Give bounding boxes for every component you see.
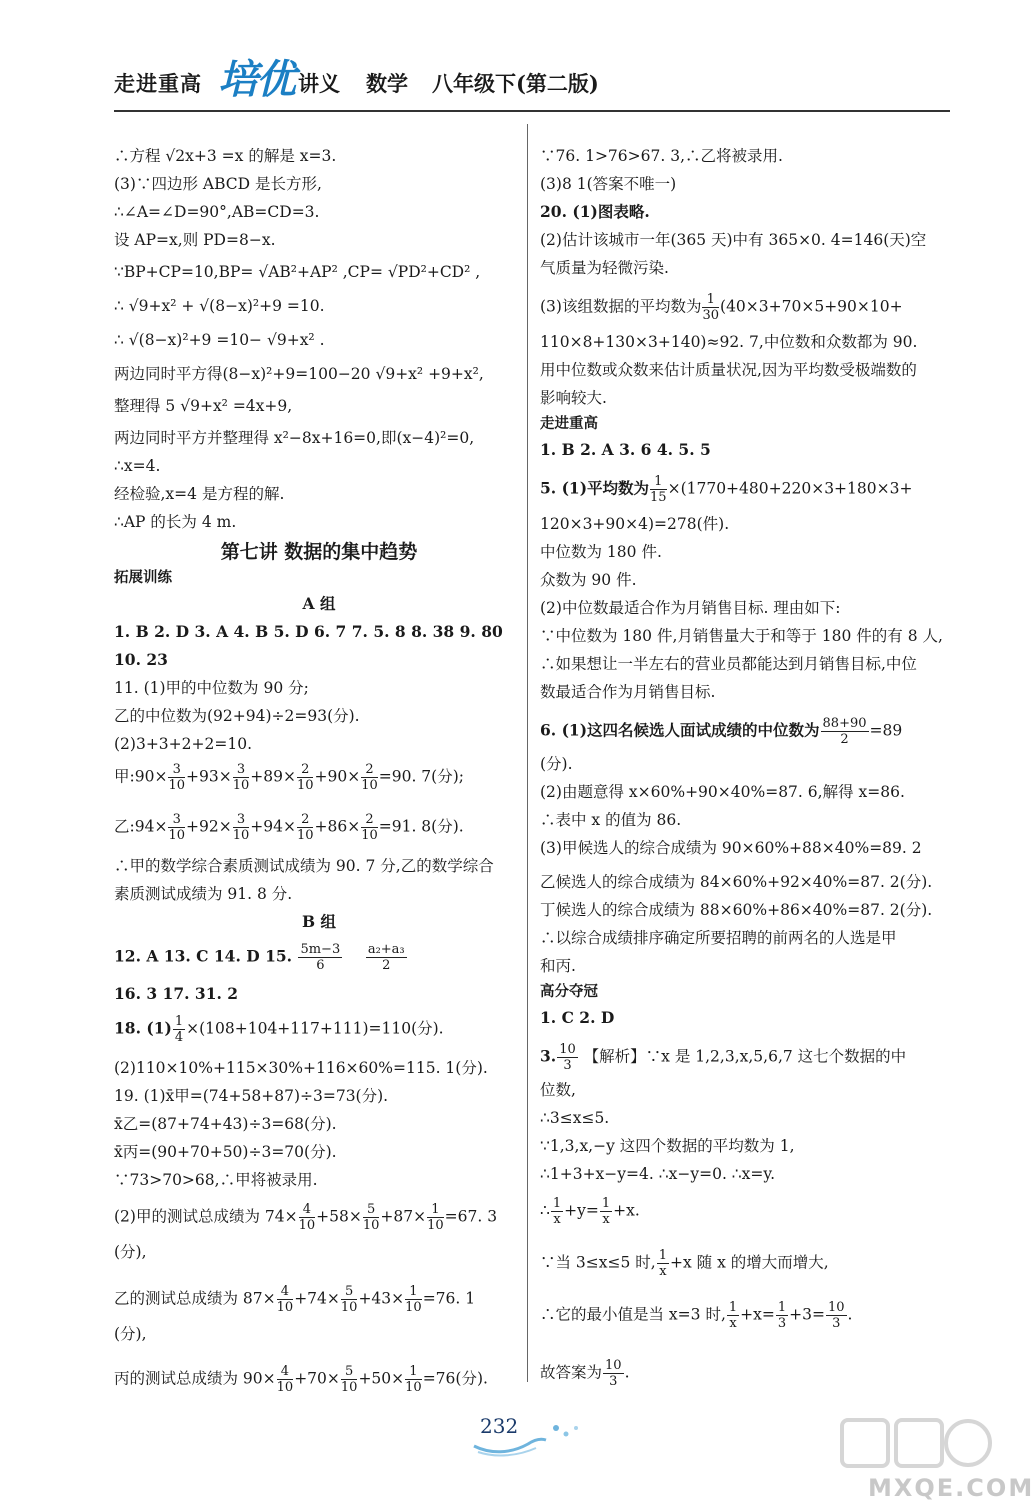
text-line: 120×3+90×4)=278(件). xyxy=(540,515,730,533)
text-line: (3)∵四边形 ABCD 是长方形, xyxy=(114,175,322,193)
formula-text: ∵当 3≤x≤5 时, xyxy=(540,1253,656,1272)
text-line: 中位数为 180 件. xyxy=(540,543,662,561)
fraction: $\frac{1}{10}$ xyxy=(427,1202,444,1233)
fraction: $\frac{1}{10}$ xyxy=(405,1364,422,1395)
text-line: ∵中位数为 180 件,月销售量大于和等于 180 件的有 8 人, xyxy=(540,627,943,645)
text-line: 设 AP=x,则 PD=8−x. xyxy=(114,231,276,249)
formula-text: 故答案为 xyxy=(540,1363,603,1382)
fraction: $\frac{5}{10}$ xyxy=(340,1284,358,1315)
fraction: $\frac{4}{10}$ xyxy=(276,1364,294,1395)
fraction: $\frac{1}{30}$ xyxy=(702,292,720,323)
text-line: 两边同时平方得(8−x)²+9=100−20 √9+x² +9+x², xyxy=(114,365,484,383)
text-line: 19. (1)x̄甲=(74+58+87)÷3=73(分). xyxy=(114,1087,389,1105)
formula-text: 甲:90× xyxy=(114,767,168,786)
watermark-stamp-icon xyxy=(830,1414,1000,1474)
section-heading: 走进重高 xyxy=(540,416,598,432)
formula-text: +86× xyxy=(314,817,361,836)
answer-line: 16. 3 17. 31. 2 xyxy=(114,984,239,1003)
text-line: ∴AP 的长为 4 m. xyxy=(114,513,237,531)
fraction: $\frac{3}{10}$ xyxy=(232,812,250,843)
formula-text: 3. xyxy=(540,1046,557,1066)
formula-line xyxy=(114,1202,497,1233)
answer-line: 1. B 2. A 3. 6 4. 5. 5 xyxy=(540,440,711,459)
fraction: $\frac{10}{3}$ xyxy=(605,1358,622,1389)
page-number: 232 xyxy=(480,1414,519,1438)
fraction: $\frac{1}{x}$ xyxy=(728,1300,738,1331)
text-line: ∴1+3+x−y=4. ∴x−y=0. ∴x=y. xyxy=(540,1165,776,1183)
fraction: $\frac{1}{x}$ xyxy=(552,1196,562,1227)
text-line: 整理得 5 √9+x² =4x+9, xyxy=(114,397,293,415)
text-line: (3)8 1(答案不唯一) xyxy=(540,175,677,193)
formula-text: =91. 8(分). xyxy=(378,817,464,836)
lecture-title: 第七讲 数据的集中趋势 xyxy=(220,541,418,563)
formula-line xyxy=(540,1300,852,1331)
formula-text: ×(108+104+117+111)=110(分). xyxy=(186,1019,444,1038)
fraction: $\frac{1}{3}$ xyxy=(777,1300,787,1331)
formula-text: 18. (1) xyxy=(114,1018,172,1038)
text-line: (分), xyxy=(114,1243,147,1261)
book-brand-suffix: 讲义 xyxy=(298,71,340,96)
text-line: ∴如果想让一半左右的营业员都能达到月销售目标,中位 xyxy=(540,655,917,673)
formula-line xyxy=(114,1364,488,1395)
text-line: 位数, xyxy=(540,1081,576,1099)
book-brand-logo: 培优 xyxy=(218,56,294,103)
text-line: (2)估计该城市一年(365 天)中有 365×0. 4=146(天)空 xyxy=(540,231,927,249)
text-line: ∴甲的数学综合素质测试成绩为 90. 7 分,乙的数学综合 xyxy=(114,857,494,875)
text-line: 丁候选人的综合成绩为 88×60%+86×40%=87. 2(分). xyxy=(540,901,933,919)
text-line: (2)中位数最适合作为月销售目标. 理由如下: xyxy=(540,599,841,617)
fraction: $\frac{5}{10}$ xyxy=(362,1202,380,1233)
text-line: 气质量为轻微污染. xyxy=(540,259,669,277)
formula-text: +92× xyxy=(185,817,232,836)
text-line: 乙候选人的综合成绩为 84×60%+92×40%=87. 2(分). xyxy=(540,873,933,891)
text-line: 两边同时平方并整理得 x²−8x+16=0,即(x−4)²=0, xyxy=(114,429,475,447)
formula-text: (40×3+70×5+90×10+ xyxy=(720,297,903,316)
text-line: (3)甲候选人的综合成绩为 90×60%+88×40%=89. 2 xyxy=(540,839,922,857)
text-line: ∴表中 x 的值为 86. xyxy=(540,811,682,829)
text-line: x̄乙=(87+74+43)÷3=68(分). xyxy=(114,1115,337,1133)
text-line: ∴ √(8−x)²+9 =10− √9+x² . xyxy=(114,331,325,349)
formula-text: +50× xyxy=(358,1369,405,1388)
formula-text: (2)甲的测试总成绩为 74× xyxy=(114,1207,298,1226)
formula-text: +43× xyxy=(358,1289,405,1308)
formula-line xyxy=(114,1014,444,1045)
text-line: ∴ √9+x² + √(8−x)²+9 =10. xyxy=(114,297,325,315)
fraction: $\frac{10}{3}$ xyxy=(828,1300,845,1331)
answer-text: 12. A 13. C 14. D 15. xyxy=(114,946,293,966)
text-line: ∵73>70>68,∴甲将被录用. xyxy=(114,1171,318,1189)
text-line: (分). xyxy=(540,755,573,773)
fraction: $\frac{5m-3}{6}$ xyxy=(300,942,341,973)
book-grade: 八年级下(第二版) xyxy=(432,71,599,96)
text-line: 和丙. xyxy=(540,957,576,975)
formula-text: +y= xyxy=(564,1201,599,1220)
answer-line: 1. B 2. D 3. A 4. B 5. D 6. 7 7. 5. 8 8. 38 9. 80 xyxy=(114,622,503,641)
formula-text: 乙:94× xyxy=(114,817,168,836)
formula-text: +58× xyxy=(316,1207,362,1226)
formula-text: =76. 1 xyxy=(422,1289,476,1308)
formula-text: +87× xyxy=(380,1207,427,1226)
formula-line xyxy=(540,292,903,323)
formula-text: 5. (1)平均数为 xyxy=(540,478,650,498)
text-line xyxy=(540,202,650,222)
book-subject: 数学 xyxy=(366,71,408,96)
section-heading: 高分夺冠 xyxy=(540,984,598,1000)
answer-line xyxy=(114,942,408,973)
text-line: 经检验,x=4 是方程的解. xyxy=(114,485,285,503)
text-line: ∴∠A=∠D=90°,AB=CD=3. xyxy=(114,203,320,221)
fraction: $\frac{1}{10}$ xyxy=(405,1284,422,1315)
formula-line xyxy=(540,1196,640,1227)
formula-text: (3)该组数据的平均数为 xyxy=(540,297,702,316)
formula-line xyxy=(114,762,464,793)
formula-text: +94× xyxy=(250,817,296,836)
fraction: $\frac{1}{x}$ xyxy=(601,1196,611,1227)
watermark-text: MXQE.COM xyxy=(868,1474,1034,1502)
text-line: 素质测试成绩为 91. 8 分. xyxy=(114,885,293,903)
formula-line xyxy=(540,1358,630,1389)
formula-text: +93× xyxy=(185,767,232,786)
group-heading: A 组 xyxy=(302,594,336,613)
answer-line: 10. 23 xyxy=(114,650,168,669)
section-heading: 拓展训练 xyxy=(114,570,172,586)
text-line: ∵1,3,x,−y 这四个数据的平均数为 1, xyxy=(540,1137,795,1155)
fraction: $\frac{1}{x}$ xyxy=(658,1248,668,1279)
formula-line xyxy=(540,716,902,747)
text-line: ∵BP+CP=10,BP= √AB²+AP² ,CP= √PD²+CD² , xyxy=(114,263,481,281)
formula-text: 丙的测试总成绩为 90× xyxy=(114,1369,276,1388)
text-line: ∴以综合成绩排序确定所要招聘的前两名的人选是甲 xyxy=(540,929,897,947)
fraction: $\frac{2}{10}$ xyxy=(296,812,314,843)
text-line: x̄丙=(90+70+50)÷3=70(分). xyxy=(114,1143,337,1161)
formula-text: +70× xyxy=(294,1369,340,1388)
formula-text: +x= xyxy=(740,1305,775,1324)
fraction: $\frac{2}{10}$ xyxy=(296,762,314,793)
watermark-logo xyxy=(830,1414,1034,1502)
fraction: $\frac{5}{10}$ xyxy=(340,1364,358,1395)
formula-text: ∴ xyxy=(540,1201,550,1220)
formula-text: =89 xyxy=(869,721,903,740)
formula-text: ×(1770+480+220×3+180×3+ xyxy=(667,479,913,498)
formula-text: =90. 7(分); xyxy=(378,767,464,786)
text-line: ∴3≤x≤5. xyxy=(540,1109,610,1127)
formula-text: +x 随 x 的增大而增大, xyxy=(670,1253,829,1272)
text-line: ∵76. 1>76>67. 3,∴乙将被录用. xyxy=(540,147,783,165)
book-series: 走进重高 xyxy=(114,71,202,96)
formula-line xyxy=(540,1248,829,1279)
group-heading: B 组 xyxy=(302,912,336,931)
formula-line xyxy=(114,1284,475,1315)
formula-text: =76(分). xyxy=(422,1369,488,1388)
fraction: $\frac{3}{10}$ xyxy=(232,762,250,793)
formula-text: =67. 3 xyxy=(444,1207,498,1226)
text-line: (2)110×10%+115×30%+116×60%=115. 1(分). xyxy=(114,1059,488,1077)
fraction: $\frac{\text{a₂+a₃}}{2}$ xyxy=(367,942,405,973)
formula-text: 【解析】∵x 是 1,2,3,x,5,6,7 这七个数据的中 xyxy=(583,1047,907,1066)
fraction: $\frac{2}{10}$ xyxy=(361,762,378,793)
formula-text: ∴它的最小值是当 x=3 时, xyxy=(540,1305,726,1324)
page-number-badge xyxy=(470,1408,590,1458)
formula-text: 乙的测试总成绩为 87× xyxy=(114,1289,276,1308)
fraction: $\frac{10}{3}$ xyxy=(559,1042,576,1073)
text-line: (分), xyxy=(114,1325,147,1343)
fraction: $\frac{1}{15}$ xyxy=(650,474,667,505)
text-line: ∴方程 √2x+3 =x 的解是 x=3. xyxy=(114,147,337,165)
text-line: (2)由题意得 x×60%+90×40%=87. 6,解得 x=86. xyxy=(540,783,905,801)
fraction: $\frac{2}{10}$ xyxy=(361,812,378,843)
formula-line xyxy=(540,474,912,505)
formula-line xyxy=(114,812,464,843)
text-line: 110×8+130×3+140)≈92. 7,中位数和众数都为 90. xyxy=(540,333,918,351)
formula-text: +74× xyxy=(294,1289,340,1308)
fraction: $\frac{4}{10}$ xyxy=(298,1202,316,1233)
fraction: $\frac{1}{4}$ xyxy=(174,1014,184,1045)
column-divider xyxy=(527,124,528,1382)
formula-text: +89× xyxy=(250,767,296,786)
text-line: (2)3+3+2+2=10. xyxy=(114,735,253,753)
text-line: 用中位数或众数来估计质量状况,因为平均数受极端数的 xyxy=(540,361,917,379)
formula-text: 6. (1)这四名候选人面试成绩的中位数为 xyxy=(540,720,820,740)
text-line-content: 20. (1)图表略. xyxy=(540,202,650,221)
text-line: 数最适合作为月销售目标. xyxy=(540,683,716,701)
text-line: 影响较大. xyxy=(540,389,607,407)
formula-line xyxy=(540,1042,906,1073)
formula-text: +90× xyxy=(314,767,361,786)
fraction: $\frac{4}{10}$ xyxy=(276,1284,294,1315)
formula-text: +x. xyxy=(613,1201,640,1220)
text-line: 乙的中位数为(92+94)÷2=93(分). xyxy=(114,707,360,725)
formula-text: +3= xyxy=(789,1305,825,1324)
text-line: 众数为 90 件. xyxy=(540,571,637,589)
page-header xyxy=(114,58,914,104)
header-rule xyxy=(114,110,950,112)
fraction: $\frac{88+90}{2}$ xyxy=(822,716,867,747)
formula-text: . xyxy=(624,1363,630,1382)
text-line: 11. (1)甲的中位数为 90 分; xyxy=(114,679,309,697)
text-line: ∴x=4. xyxy=(114,457,161,475)
answer-line: 1. C 2. D xyxy=(540,1008,615,1027)
fraction: $\frac{3}{10}$ xyxy=(168,812,185,843)
formula-text: . xyxy=(847,1305,853,1324)
fraction: $\frac{3}{10}$ xyxy=(168,762,185,793)
